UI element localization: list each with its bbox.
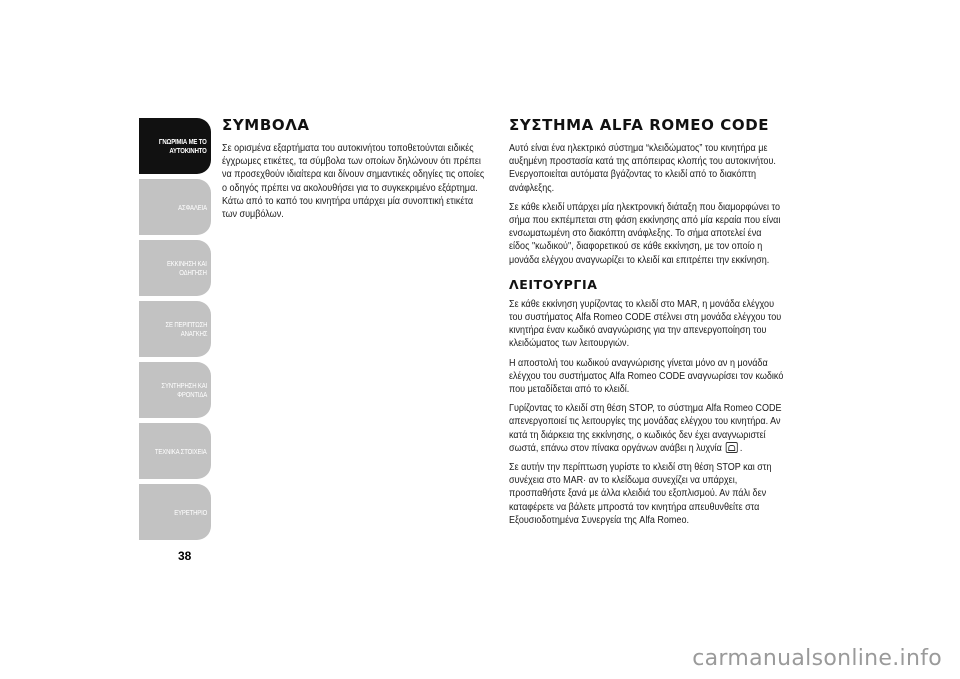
paragraph-with-icon xyxy=(509,402,784,455)
tab-index[interactable] xyxy=(139,484,211,540)
section-title: ΣΥΣΤΗΜΑ ALFA ROMEO CODE xyxy=(509,116,770,134)
tab-label: ΣΕ ΠΕΡΙΠΤΩΣΗ ΑΝΑΓΚΗΣ xyxy=(165,320,207,338)
section-title: ΣΥΜΒΟΛΑ xyxy=(222,116,310,134)
tab-safety[interactable] xyxy=(139,179,211,235)
paragraph: Αυτό είναι ένα ηλεκτρικό σύστημα “κλειδώματος” του κινητήρα με αυξημένη προστασία κατά της απόπειρας κλοπής του αυτοκινήτου. Ενεργοποιείται αυτόματα βγάζοντας το κλειδί από το διακόπτη ανάφλεξης. xyxy=(509,142,776,194)
paragraph: Σε αυτήν την περίπτωση γυρίστε το κλειδί στη θέση STOP και στη συνέχεια στο MAR· αν το κλείδωμα συνεχίζει να υπάρχει, προσπαθήστε ξανά με άλλα κλειδιά του εξοπλισμού. Αν πάλι δεν καταφέρετε να βάλετε μπροστά τον κινητήρα απευθυνθείτε στα Εξουσιοδοτημένα Συνεργεία της Alfa Romeo. xyxy=(509,461,772,526)
page-number: 38 xyxy=(178,549,192,563)
tab-label: ΤΕΧΝΙΚΑ ΣΤΟΙΧΕΙΑ xyxy=(155,446,207,456)
tab-label: ΓΝΩΡΙΜΙΑ ΜΕ ΤΟ ΑΥΤΟΚΙΝΗΤΟ xyxy=(159,137,207,155)
tab-maintenance[interactable] xyxy=(139,362,211,418)
paragraph: Η αποστολή του κωδικού αναγνώρισης γίνεται μόνο αν η μονάδα ελέγχου του συστήματος Alfa Romeo CODE αναγνωρίσει τον κωδικό που μεταδίδεται από το κλειδί. xyxy=(509,356,784,396)
paragraph: Σε κάθε εκκίνηση γυρίζοντας το κλειδί στο MAR, η μονάδα ελέγχου του συστήματος Alfa Romeo CODE στέλνει στη μονάδα ελέγχου του κινητήρα έναν κωδικό αναγνώρισης για την απενεργοποίηση του κλειδώματος των λειτουργιών. xyxy=(509,297,782,350)
watermark: carmanualsonline.info xyxy=(692,646,942,671)
tab-label: ΕΥΡΕΤΗΡΙΟ xyxy=(174,507,207,517)
tab-label: ΑΣΦΑΛΕΙΑ xyxy=(178,202,207,212)
immobilizer-warning-icon xyxy=(726,442,738,453)
symbols-section xyxy=(222,116,490,227)
alfa-romeo-code-section xyxy=(509,116,785,533)
paragraph-text: Γυρίζοντας το κλειδί στη θέση STOP, το σύστημα Alfa Romeo CODE απενεργοποιεί τις λειτουργίες της μονάδας ελέγχου του κινητήρα. Αν κατά τη διάρκεια της εκκίνησης, ο κωδικός δεν έχει αναγνωριστεί σωστά, επάνω στον πίνακα οργάνων ανάβει η λυχνία xyxy=(509,402,782,454)
tab-label: ΣΥΝΤΗΡΗΣΗ ΚΑΙ ΦΡΟΝΤΙΔΑ xyxy=(161,381,207,399)
tab-emergency[interactable] xyxy=(139,301,211,357)
tab-starting-driving[interactable] xyxy=(139,240,211,296)
paragraph: Σε ορισμένα εξαρτήματα του αυτοκινήτου τοποθετούνται ειδικές έγχρωμες ετικέτες, τα σύμβολα των οποίων δηλώνουν ότι πρέπει να προσεχθούν ιδιαίτερα και δίνουν σημαντικές οδηγίες τις οποίες ο οδηγός πρέπει να ακολουθήσει για το συγκεκριμένο εξάρτημα. Κάτω από το καπό του κινητήρα υπάρχει μία συνοπτική ετικέτα των συμβόλων. xyxy=(222,142,485,221)
paragraph-end: . xyxy=(739,441,743,454)
tab-getting-to-know[interactable] xyxy=(139,118,211,174)
tab-label: ΕΚΚΙΝΗΣΗ ΚΑΙ ΟΔΗΓΗΣΗ xyxy=(167,259,207,277)
paragraph: Σε κάθε κλειδί υπάρχει μία ηλεκτρονική διάταξη που διαμορφώνει το σήμα που εκπέμπεται στη φάση εκκίνησης από μία κεραία που είναι ενσωματωμένη στο διακόπτη ανάφλεξης. Το σήμα αποτελεί ένα είδος "κωδικού", διαφορετικού σε κάθε εκκίνηση, με τον οποίο η μονάδα ελέγχου αναγνωρίζει το κλειδί και επιτρέπει την εκκίνηση. xyxy=(509,200,781,266)
subsection-title: ΛΕΙΤΟΥΡΓΙΑ xyxy=(509,276,598,292)
chapter-sidebar xyxy=(139,118,211,545)
tab-technical-data[interactable] xyxy=(139,423,211,479)
